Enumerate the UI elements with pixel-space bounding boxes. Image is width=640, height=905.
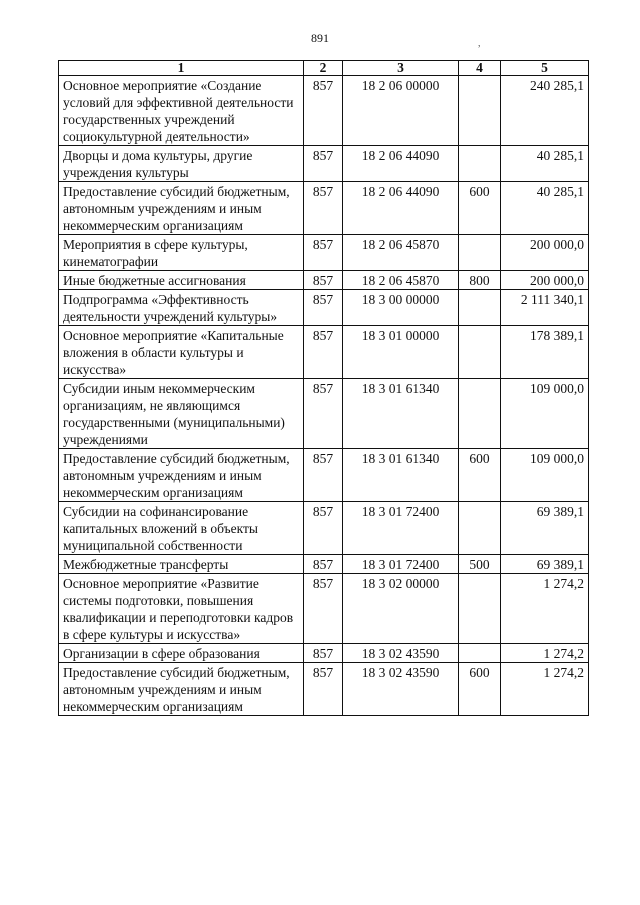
row-type-code-cell: 800	[459, 271, 501, 290]
table-row	[59, 502, 589, 555]
row-amount-cell: 109 000,0	[501, 449, 589, 502]
table-row	[59, 271, 589, 290]
row-amount-cell: 178 389,1	[501, 326, 589, 379]
row-code-cell: 857	[304, 449, 343, 502]
row-code-cell: 857	[304, 502, 343, 555]
row-code-cell: 857	[304, 555, 343, 574]
table-row	[59, 290, 589, 326]
table-row	[59, 326, 589, 379]
header-col-1: 1	[59, 61, 304, 76]
row-name-cell: Предоставление субсидий бюджетным, автономным учреждениям и иным некоммерческим организациям	[59, 663, 304, 716]
row-target-code-cell: 18 3 00 00000	[343, 290, 459, 326]
row-target-code-cell: 18 2 06 00000	[343, 76, 459, 146]
row-amount-cell: 69 389,1	[501, 502, 589, 555]
row-type-code-cell: 500	[459, 555, 501, 574]
row-code-cell: 857	[304, 146, 343, 182]
row-code-cell: 857	[304, 379, 343, 449]
row-name-cell: Субсидии иным некоммерческим организациям, не являющимся государственными (муниципальными) учреждениями	[59, 379, 304, 449]
row-amount-cell: 40 285,1	[501, 182, 589, 235]
row-code-cell: 857	[304, 663, 343, 716]
row-amount-cell: 200 000,0	[501, 271, 589, 290]
row-code-cell: 857	[304, 76, 343, 146]
row-type-code-cell	[459, 290, 501, 326]
header-col-2: 2	[304, 61, 343, 76]
page-number: 891	[311, 31, 329, 45]
table-row	[59, 663, 589, 716]
row-target-code-cell: 18 3 01 61340	[343, 379, 459, 449]
scan-mark: ,	[478, 38, 481, 49]
header-row	[59, 61, 589, 76]
table-row	[59, 379, 589, 449]
row-target-code-cell: 18 3 02 00000	[343, 574, 459, 644]
table-row	[59, 555, 589, 574]
row-target-code-cell: 18 3 01 72400	[343, 502, 459, 555]
row-amount-cell: 1 274,2	[501, 663, 589, 716]
row-name-cell: Мероприятия в сфере культуры, кинематографии	[59, 235, 304, 271]
row-type-code-cell	[459, 146, 501, 182]
row-amount-cell: 69 389,1	[501, 555, 589, 574]
row-code-cell: 857	[304, 235, 343, 271]
row-amount-cell: 1 274,2	[501, 574, 589, 644]
row-type-code-cell	[459, 326, 501, 379]
table-row	[59, 182, 589, 235]
row-type-code-cell	[459, 502, 501, 555]
row-name-cell: Подпрограмма «Эффективность деятельности учреждений культуры»	[59, 290, 304, 326]
row-name-cell: Основное мероприятие «Создание условий для эффективной деятельности государственных учреждений социокультурной деятельности»	[59, 76, 304, 146]
row-amount-cell: 2 111 340,1	[501, 290, 589, 326]
row-name-cell: Межбюджетные трансферты	[59, 555, 304, 574]
header-col-5: 5	[501, 61, 589, 76]
row-amount-cell: 109 000,0	[501, 379, 589, 449]
row-target-code-cell: 18 3 02 43590	[343, 644, 459, 663]
header-col-3: 3	[343, 61, 459, 76]
table-row	[59, 449, 589, 502]
row-name-cell: Основное мероприятие «Капитальные вложения в области культуры и искусства»	[59, 326, 304, 379]
row-amount-cell: 240 285,1	[501, 76, 589, 146]
row-type-code-cell	[459, 76, 501, 146]
row-name-cell: Организации в сфере образования	[59, 644, 304, 663]
row-code-cell: 857	[304, 326, 343, 379]
row-code-cell: 857	[304, 574, 343, 644]
table-row	[59, 644, 589, 663]
row-name-cell: Предоставление субсидий бюджетным, автономным учреждениям и иным некоммерческим организациям	[59, 182, 304, 235]
row-type-code-cell: 600	[459, 182, 501, 235]
row-type-code-cell	[459, 235, 501, 271]
row-name-cell: Предоставление субсидий бюджетным, автономным учреждениям и иным некоммерческим организациям	[59, 449, 304, 502]
row-target-code-cell: 18 2 06 44090	[343, 146, 459, 182]
row-amount-cell: 200 000,0	[501, 235, 589, 271]
row-type-code-cell	[459, 379, 501, 449]
row-code-cell: 857	[304, 182, 343, 235]
row-amount-cell: 40 285,1	[501, 146, 589, 182]
row-target-code-cell: 18 2 06 45870	[343, 271, 459, 290]
table-row	[59, 574, 589, 644]
row-target-code-cell: 18 3 01 61340	[343, 449, 459, 502]
row-code-cell: 857	[304, 271, 343, 290]
table-row	[59, 235, 589, 271]
row-code-cell: 857	[304, 290, 343, 326]
row-type-code-cell	[459, 574, 501, 644]
row-type-code-cell: 600	[459, 449, 501, 502]
row-type-code-cell: 600	[459, 663, 501, 716]
budget-table	[58, 60, 589, 716]
row-target-code-cell: 18 2 06 44090	[343, 182, 459, 235]
row-type-code-cell	[459, 644, 501, 663]
row-target-code-cell: 18 3 01 72400	[343, 555, 459, 574]
row-amount-cell: 1 274,2	[501, 644, 589, 663]
table-row	[59, 76, 589, 146]
row-name-cell: Основное мероприятие «Развитие системы подготовки, повышения квалификации и переподготовки кадров в сфере культуры и искусства»	[59, 574, 304, 644]
row-target-code-cell: 18 3 01 00000	[343, 326, 459, 379]
header-col-4: 4	[459, 61, 501, 76]
row-name-cell: Субсидии на софинансирование капитальных вложений в объекты муниципальной собственности	[59, 502, 304, 555]
row-name-cell: Иные бюджетные ассигнования	[59, 271, 304, 290]
table-row	[59, 146, 589, 182]
row-target-code-cell: 18 3 02 43590	[343, 663, 459, 716]
row-code-cell: 857	[304, 644, 343, 663]
row-name-cell: Дворцы и дома культуры, другие учреждения культуры	[59, 146, 304, 182]
row-target-code-cell: 18 2 06 45870	[343, 235, 459, 271]
